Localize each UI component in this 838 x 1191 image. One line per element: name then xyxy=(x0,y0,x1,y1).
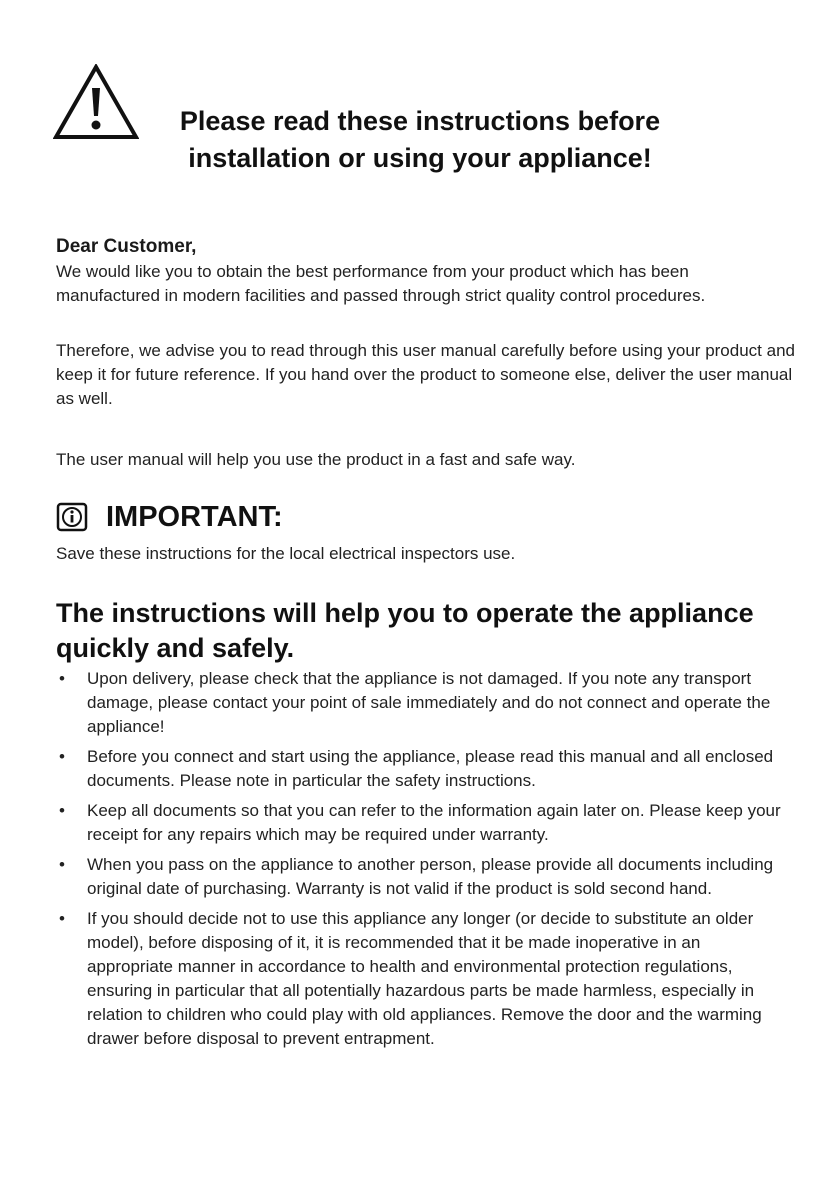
list-item: • Before you connect and start using the appliance, please read this manual and all enclosed documents. Please note in particular the safety instructions. xyxy=(59,747,774,790)
instruction-list xyxy=(56,667,784,1057)
intro-paragraph-2: Therefore, we advise you to read through this user manual carefully before using your product and keep it for future reference. If you hand over the product to someone else, deliver the user manual as well. xyxy=(56,341,795,408)
header-title-line-2: installation or using your appliance! xyxy=(188,143,652,173)
important-title: IMPORTANT: xyxy=(106,500,283,533)
intro-paragraph-1: We would like you to obtain the best performance from your product which has been manufactured in modern facilities and passed through strict quality control procedures. xyxy=(56,262,706,305)
bullet-icon: • xyxy=(59,801,65,820)
important-note: Save these instructions for the local electrical inspectors use. xyxy=(56,544,516,563)
greeting: Dear Customer, xyxy=(56,236,197,257)
section-heading: The instructions will help you to operate the appliance quickly and safely. xyxy=(56,598,754,663)
info-icon xyxy=(56,502,88,532)
bullet-icon: • xyxy=(59,855,65,874)
intro-paragraph-3: The user manual will help you use the product in a fast and safe way. xyxy=(56,450,576,469)
list-item: • If you should decide not to use this appliance any longer (or decide to substitute an older model), before disposing of it, it is recommended that it be made inoperative in an appropriate manner in accordance to health and environmental protection regulations, ensuring in particular that all potentially hazardous parts be made harmless, especially in relation to children who could play with old appliances. Remove the door and the warming drawer before disposal to prevent entrapment. xyxy=(59,909,762,1048)
header-title-line-1: Please read these instructions before xyxy=(179,106,661,136)
warning-triangle-icon xyxy=(53,64,139,140)
header-title xyxy=(150,103,690,177)
list-item: • When you pass on the appliance to another person, please provide all documents including original date of purchasing. Warranty is not valid if the product is sold second hand. xyxy=(59,855,774,898)
list-item: • Keep all documents so that you can refer to the information again later on. Please keep your receipt for any repairs which may be required under warranty. xyxy=(59,801,781,844)
bullet-icon: • xyxy=(59,669,65,688)
bullet-icon: • xyxy=(59,909,65,928)
bullet-icon: • xyxy=(59,747,65,766)
important-heading xyxy=(56,497,283,537)
list-item: • Upon delivery, please check that the appliance is not damaged. If you note any transport damage, please contact your point of sale immediately and do not connect and operate the appliance! xyxy=(59,669,771,736)
